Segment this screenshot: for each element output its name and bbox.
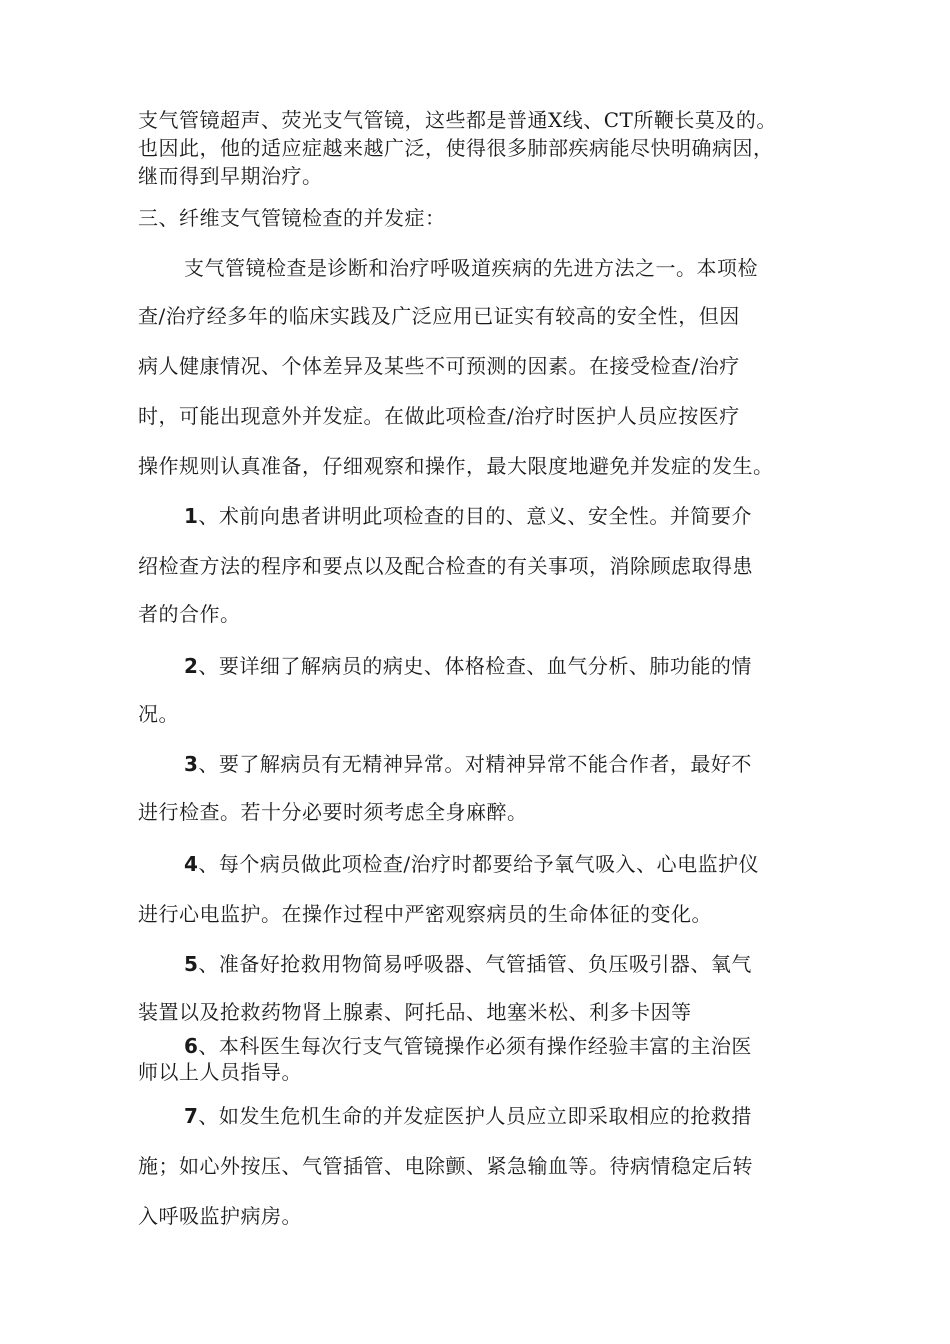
section-heading: 三、纤维支气管镜检查的并发症： — [138, 206, 446, 230]
item-number: 1 — [184, 504, 199, 528]
list-item-first-line — [184, 1030, 752, 1059]
item-text: 、术前向患者讲明此项检查的目的、意义、安全性。并简要介 — [198, 504, 752, 528]
item-text: 绍检查方法的程序和要点以及配合检查的有关事项，消除顾虑取得患 — [138, 554, 753, 578]
item-number: 2 — [184, 654, 199, 678]
item-text: 况。 — [138, 702, 179, 726]
item-text: 、本科医生每次行支气管镜操作必须有操作经验丰富的主治医 — [198, 1034, 752, 1058]
list-item-first-line — [184, 948, 752, 977]
list-item-first-line — [184, 1100, 752, 1129]
item-text: 、每个病员做此项检查/治疗时都要给予氧气吸入、心电监护仪 — [198, 852, 760, 876]
paragraph-line: 操作规则认真准备，仔细观察和操作，最大限度地避免并发症的发生。 — [138, 454, 774, 478]
paragraph-line: 病人健康情况、个体差异及某些不可预测的因素。在接受检查/治疗 — [138, 354, 740, 378]
intro-line: 也因此，他的适应症越来越广泛，使得很多肺部疾病能尽快明确病因， — [138, 136, 774, 160]
item-text: 、要了解病员有无精神异常。对精神异常不能合作者，最好不 — [198, 752, 752, 776]
intro-line: 支气管镜超声、荧光支气管镜，这些都是普通X线、CT所鞭长莫及的。 — [138, 108, 777, 132]
item-text: 进行心电监护。在操作过程中严密观察病员的生命体征的变化。 — [138, 902, 712, 926]
item-text: 者的合作。 — [138, 602, 241, 626]
item-number: 3 — [184, 752, 199, 776]
item-number: 5 — [184, 952, 199, 976]
list-item-first-line — [184, 848, 759, 877]
item-text: 装置以及抢救药物肾上腺素、阿托品、地塞米松、利多卡因等 — [138, 1000, 692, 1024]
item-text: 、如发生危机生命的并发症医护人员应立即采取相应的抢救措 — [198, 1104, 752, 1128]
item-text: 师以上人员指导。 — [138, 1060, 302, 1084]
item-text: 、要详细了解病员的病史、体格检查、血气分析、肺功能的情 — [198, 654, 752, 678]
item-number: 7 — [184, 1104, 199, 1128]
paragraph-line: 时，可能出现意外并发症。在做此项检查/治疗时医护人员应按医疗 — [138, 404, 740, 428]
item-text: 、准备好抢救用物简易呼吸器、气管插管、负压吸引器、氧气 — [198, 952, 752, 976]
list-item-first-line — [184, 500, 752, 529]
list-item-first-line — [184, 650, 752, 679]
item-text: 施；如心外按压、气管插管、电除颤、紧急输血等。待病情稳定后转 — [138, 1154, 753, 1178]
item-text: 进行检查。若十分必要时须考虑全身麻醉。 — [138, 800, 528, 824]
list-item-first-line — [184, 748, 752, 777]
item-number: 4 — [184, 852, 199, 876]
intro-line: 继而得到早期治疗。 — [138, 164, 323, 188]
paragraph-line: 查/治疗经多年的临床实践及广泛应用已证实有较高的安全性，但因 — [138, 304, 740, 328]
item-text: 入呼吸监护病房。 — [138, 1204, 302, 1228]
item-number: 6 — [184, 1034, 199, 1058]
paragraph-line: 支气管镜检查是诊断和治疗呼吸道疾病的先进方法之一。本项检 — [184, 256, 758, 280]
